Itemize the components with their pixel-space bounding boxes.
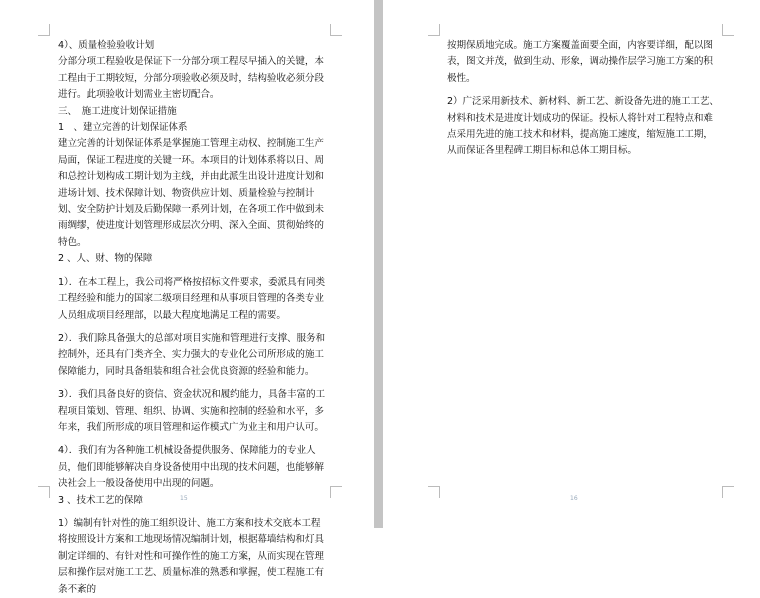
paragraph: 2）．我们除具备强大的总部对项目实施和管理进行支撑、服务和控制外，还具有门类齐全、实力强大的专业化公司所形成的施工保障能力，同时具备组装和组合社会优良资源的经验和能力。 — [58, 332, 326, 377]
margin-corner-mark — [428, 24, 440, 36]
heading: 三、 施工进度计划保证措施 — [58, 105, 177, 117]
paragraph: 3）．我们具备良好的资信、资金状况和履约能力，具备丰富的工程项目策划、管理、组织、协调、实施和控制的经验和水平，多年来，我们所形成的项目管理和运作模式广为业主和用户认可。 — [58, 389, 326, 433]
paragraph: 4）．我们有为各种施工机械设备提供服务、保障能力的专业人员，他们即能够解决自身设备使用中出现的技术问题，也能够解决社会上一般设备使用中出现的问题。 — [58, 445, 324, 490]
paragraph: 1）编制有针对性的施工组织设计、施工方案和技术交底本工程将按照设计方案和工地现场情况编制计划，根据幕墙结构和灯具制定详细的、有针对性和可操作性的施工方案，从而实现在管理层和操作层对施工工艺、质量标准的熟悉和掌握，使工程施工有条不紊的 — [58, 517, 324, 595]
margin-corner-mark — [38, 486, 50, 498]
margin-corner-mark — [428, 486, 440, 498]
heading: 3 、技术工艺的保障 — [58, 494, 143, 506]
paragraph: 建立完善的计划保证体系是掌握施工管理主动权、控制施工生产局面，保证工程进度的关键一环。本项目的计划体系将以日、周和总控计划构成工期计划为主线，并由此派生出设计进度计划和进场计划、技术保障计划、物资供应计划、质量检验与控制计划、安全防护计划及后勤保障一系列计划，在各项工作中做到未雨绸缪，使进度计划管理形成层次分明、深入全面、贯彻始终的特色。 — [58, 138, 324, 248]
margin-corner-mark — [722, 486, 734, 498]
document-page-right — [383, 0, 760, 528]
page-body-text — [447, 38, 719, 160]
margin-corner-mark — [38, 24, 50, 36]
margin-corner-mark — [330, 24, 342, 36]
heading: 4）、质量检验验收计划 — [58, 40, 155, 51]
margin-corner-mark — [330, 486, 342, 498]
paragraph: 1）．在本工程上，我公司将严格按招标文件要求，委派具有同类工程经验和能力的国家二级项目经理和从事项目管理的各类专业人员组成项目经理部，以最大程度地满足工程的需要。 — [58, 276, 326, 321]
page-number: 16 — [570, 495, 578, 502]
paragraph: 按期保质地完成。施工方案覆盖面要全面，内容要详细，配以图表，图文并茂，做到生动、形象，调动操作层学习施工方案的积极性。 — [447, 40, 713, 84]
paragraph: 分部分项工程验收是保证下一分部分项工程尽早插入的关键，本工程由于工期较短，分部分项验收必须及时，结构验收必须分段进行。此项验收计划需业主密切配合。 — [58, 56, 324, 101]
margin-corner-mark — [722, 24, 734, 36]
page-body-text — [58, 38, 328, 598]
paragraph: 2）广泛采用新技术、新材料、新工艺、新设备先进的施工工艺、材料和技术是进度计划成功的保证。投标人将针对工程特点和难点采用先进的施工技术和材料，提高施工速度，缩短施工工期，从而保证各里程碑工期目标和总体工期目标。 — [447, 96, 719, 157]
heading: 1 、建立完善的计划保证体系 — [58, 122, 188, 134]
page-gap — [374, 0, 383, 528]
document-page-left — [0, 0, 374, 595]
heading: 2 、人、财、物的保障 — [58, 253, 153, 265]
page-number: 15 — [180, 495, 188, 502]
